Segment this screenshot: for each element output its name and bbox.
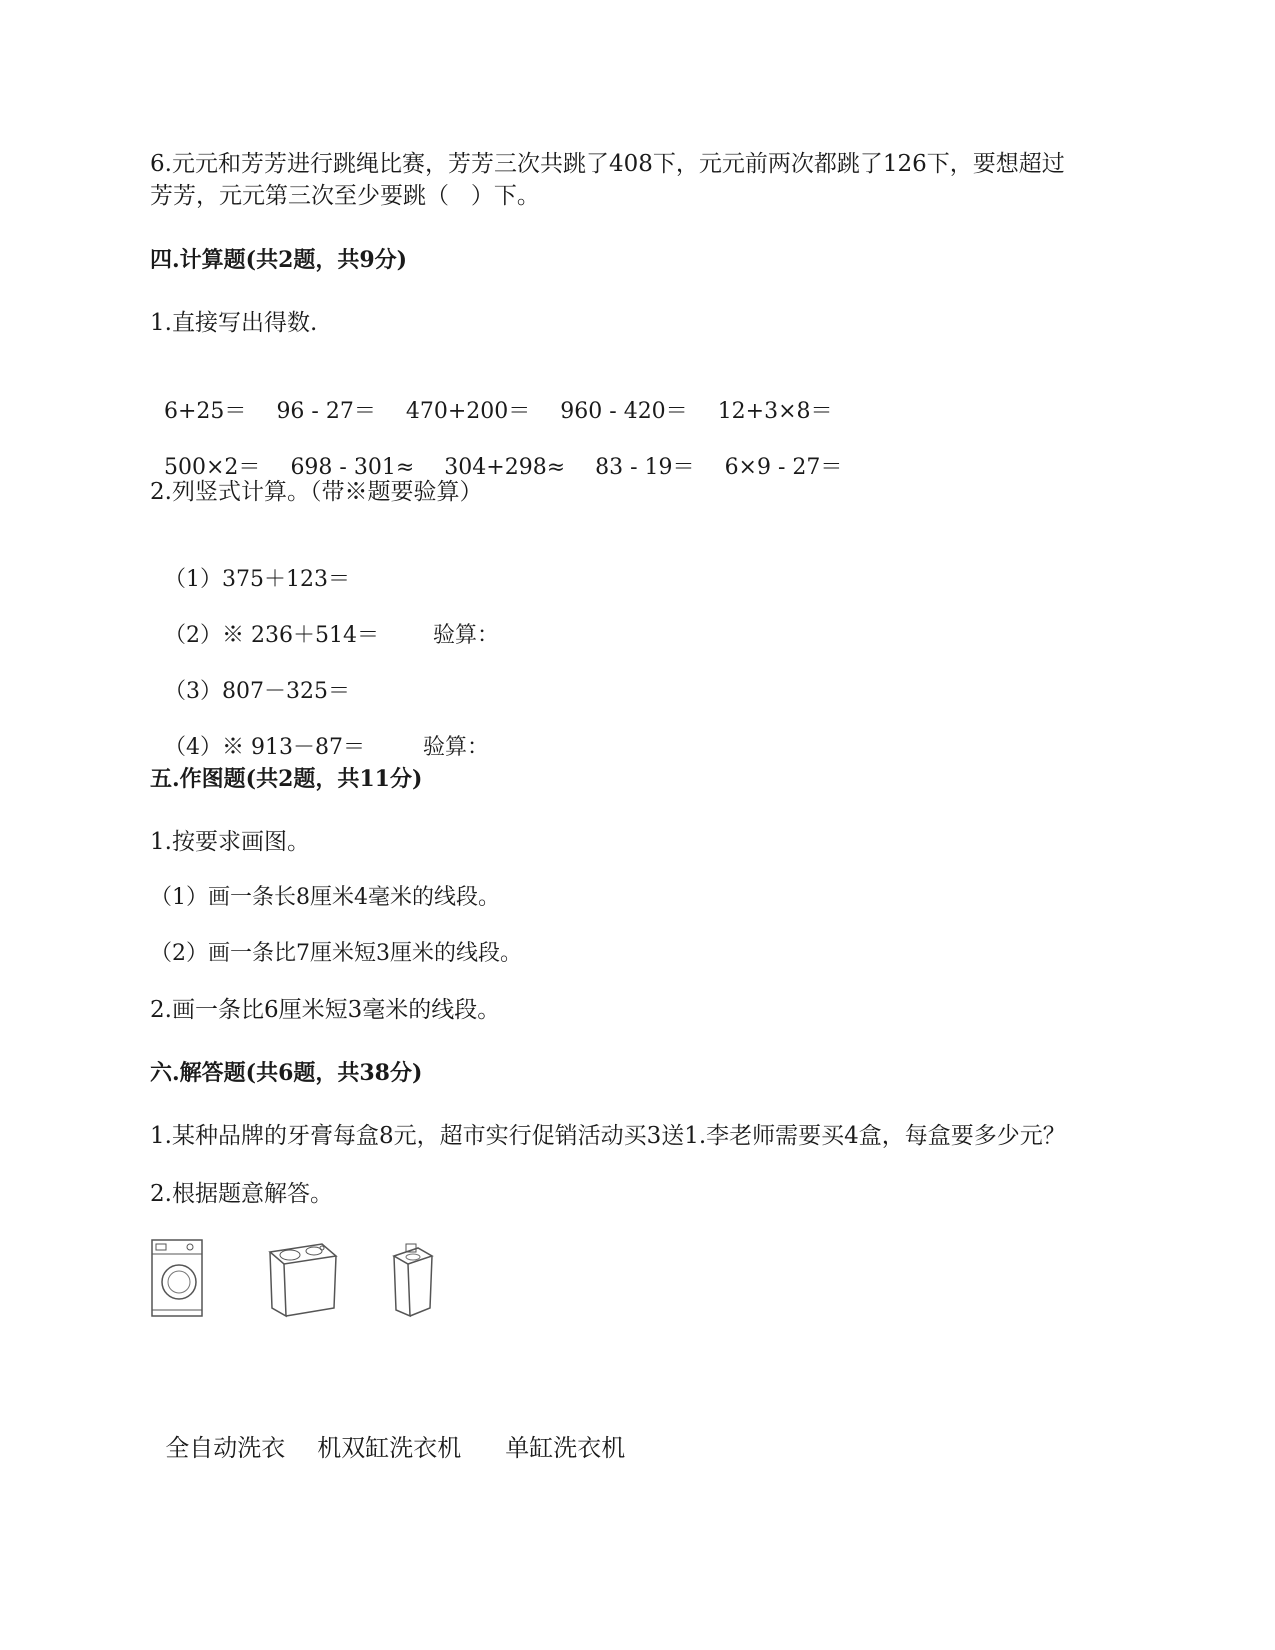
section-5-heading: 五.作图题(共2题，共11分) <box>150 766 423 792</box>
math-item: 6+25＝ <box>164 399 247 424</box>
caption-twin-tub-washer: 机双缸洗衣机 <box>317 1434 462 1462</box>
twin-tub-washing-machine-image <box>262 1238 342 1318</box>
caption-automatic-washer: 全自动洗衣 <box>165 1434 286 1462</box>
math-item: 500×2＝ <box>164 455 261 480</box>
math-item: 96 - 27＝ <box>276 399 376 424</box>
question-6-line-1: 6.元元和芳芳进行跳绳比赛，芳芳三次共跳了408下，元元前两次都跳了126下，要想超过 <box>150 151 1065 177</box>
math-item: 83 - 19＝ <box>595 455 695 480</box>
machine-captions <box>150 1400 625 1464</box>
math-item: 698 - 301≈ <box>290 455 415 480</box>
section-6-q2-title: 2.根据题意解答。 <box>150 1181 333 1207</box>
math-item: 470+200＝ <box>405 399 531 424</box>
section-4-q2-title: 2.列竖式计算。（带※题要验算） <box>150 479 483 505</box>
question-6-line-2: 芳芳，元元第三次至少要跳（ ）下。 <box>150 183 540 209</box>
section-6-q1-title: 1.某种品牌的牙膏每盒8元，超市实行促销活动买3送1.李老师需要买4盒，每盒要多少元？ <box>150 1123 1066 1149</box>
vertical-calc-item-3 <box>150 644 350 708</box>
front-loader-washing-machine-image <box>150 1238 206 1320</box>
verify-label: 验算： <box>432 623 499 648</box>
vertical-calc-item-2 <box>150 588 499 652</box>
single-tub-washing-machine-image <box>388 1240 438 1320</box>
drawing-item-1: （1）画一条长8厘米4毫米的线段。 <box>150 885 500 910</box>
calc-expression: （2）※ 236＋514＝ <box>164 623 379 648</box>
drawing-item-2: （2）画一条比7厘米短3厘米的线段。 <box>150 941 522 966</box>
section-6-heading: 六.解答题(共6题，共38分) <box>150 1060 423 1086</box>
math-item: 304+298≈ <box>444 455 566 480</box>
calc-expression: （1）375＋123＝ <box>164 567 350 592</box>
verify-label: 验算： <box>422 735 489 760</box>
calc-expression: （4）※ 913－87＝ <box>164 735 365 760</box>
mental-math-row-2 <box>150 420 872 484</box>
section-4-q1-title: 1.直接写出得数. <box>150 310 318 336</box>
mental-math-row-1 <box>150 364 863 428</box>
calc-expression: （3）807－325＝ <box>164 679 350 704</box>
caption-single-tub-washer: 单缸洗衣机 <box>505 1434 626 1462</box>
vertical-calc-item-4 <box>150 700 489 764</box>
section-5-q1-title: 1.按要求画图。 <box>150 829 310 855</box>
math-item: 6×9 - 27＝ <box>724 455 843 480</box>
math-item: 960 - 420＝ <box>560 399 688 424</box>
section-5-q2-title: 2.画一条比6厘米短3毫米的线段。 <box>150 997 501 1023</box>
section-4-heading: 四.计算题(共2题，共9分) <box>150 247 408 273</box>
vertical-calc-item-1 <box>150 532 350 596</box>
math-item: 12+3×8＝ <box>717 399 833 424</box>
